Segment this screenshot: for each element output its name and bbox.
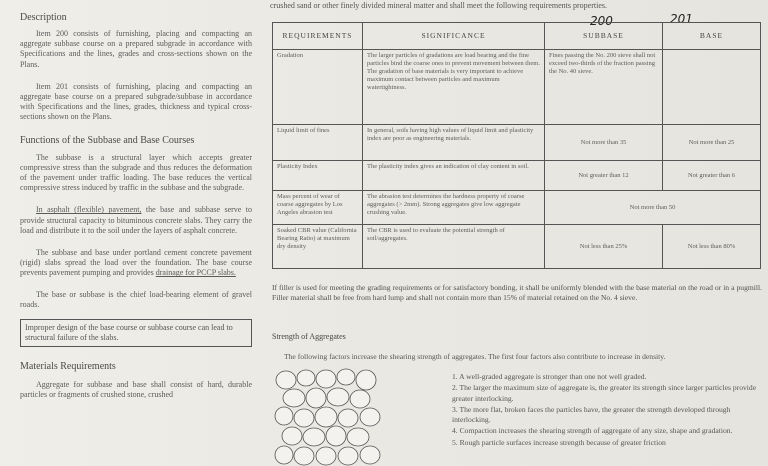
- filler-note: If filler is used for meeting the grading requirements or for satisfactory bonding, it shall be uniformly blended with the base material on the road or in a pugmill. Filler material shall be free from hard lump and shall not contain more than 15% of material retained on the No. 4 sieve.: [272, 283, 762, 302]
- header-significance: SIGNIFICANCE: [363, 23, 545, 50]
- paragraph-structural-layer: The subbase is a structural layer which accepts greater compressive stress than the subgrade and thus reduces the deformation of the pavement under traffic loading. The base reduces the vertical compressive stress induced by traffic in the subbase and the subgrade.: [20, 152, 252, 193]
- cell-base: Not more than 25: [663, 125, 761, 161]
- boxed-warning: Improper design of the base course or subbase course can lead to structural failure of the slabs.: [20, 319, 252, 347]
- pccp-main-text: The subbase and base under portland cement concrete pavement (rigid) slabs spread the load over the foundation. The base course prevents pavement pumping and provides: [20, 248, 252, 278]
- cell-requirement: Gradation: [273, 50, 363, 125]
- cell-subbase: Not less than 25%: [545, 225, 663, 269]
- cell-subbase: Not greater than 12: [545, 161, 663, 191]
- list-item: 3. The more flat, broken faces the particles have, the greater the strength developed through interlocking.: [452, 404, 731, 425]
- cell-requirement: Mass percent of wear of coarse aggregates by Los Angeles abrasion test: [273, 191, 363, 225]
- heading-materials: Materials Requirements: [20, 361, 116, 373]
- paragraph-factors: The following factors increase the shearing strength of aggregates. The first four factors also contribute to increase in density.: [284, 352, 666, 361]
- list-item: 2. The larger the maximum size of aggregate is, the greater its strength since larger particles provide greater interlocking.: [452, 383, 757, 403]
- asphalt-rest-text: the base and subbase serve to provide structural capacity to bituminous concrete slabs. They carry the load and distribute it to the soil under the layers of asphalt concrete.: [20, 205, 253, 235]
- handwritten-200: 200: [590, 14, 613, 28]
- heading-functions: Functions of the Subbase and Base Courses: [20, 134, 195, 146]
- table-row: [273, 125, 761, 161]
- cell-significance: The larger particles of gradations are load bearing and the fine particles bind the coarse ones to prevent movement between them. The gradation of base materials is very important to achieve maximum contact between particles and maximum watertightness.: [363, 50, 545, 125]
- cell-subbase: Not more than 50: [545, 191, 761, 225]
- requirements-table: [272, 22, 761, 269]
- heading-strength: Strength of Aggregates: [272, 332, 346, 341]
- left-column: [20, 8, 252, 400]
- cell-significance: In general, soils having high values of liquid limit and plasticity index are poor as engineering materials.: [363, 125, 545, 161]
- cell-subbase: Fines passing the No. 200 sieve shall not exceed two-thirds of the fraction passing the No. 40 sieve.: [545, 50, 663, 125]
- cell-subbase: Not more than 35: [545, 125, 663, 161]
- cell-base: Not less than 80%: [663, 225, 761, 269]
- cell-significance: The CBR is used to evaluate the potential strength of soil/aggregates.: [363, 225, 545, 269]
- paragraph-asphalt: [20, 205, 252, 236]
- pccp-underlined-text: drainage for PCCP slabs.: [155, 268, 236, 278]
- table-row: [273, 50, 761, 125]
- paragraph-pccp: [20, 248, 252, 279]
- list-item: 4. Compaction increases the shearing strength of aggregate of any size, shape and gradation.: [452, 426, 733, 436]
- paragraph-item-200: Item 200 consists of furnishing, placing and compacting an aggregate subbase course on a prepared subgrade in accordance with Specifications and the lines, grades and cross-sections shown on the Plans.: [20, 29, 252, 69]
- header-subbase: SUBBASE: [545, 23, 663, 50]
- asphalt-underlined-text: In asphalt (flexible) pavement,: [36, 205, 142, 215]
- header-base: BASE: [663, 23, 761, 50]
- intro-text: crushed sand or other finely divided mineral matter and shall meet the following requirements properties.: [270, 1, 608, 10]
- table-header-row: [273, 23, 761, 50]
- paragraph-gravel-roads: The base or subbase is the chief load-bearing element of gravel roads.: [20, 289, 252, 309]
- table-row: [273, 161, 761, 191]
- list-item: 1. A well-graded aggregate is stronger than one not well graded.: [452, 372, 647, 381]
- cell-base: [663, 50, 761, 125]
- table-row: [273, 225, 761, 269]
- cell-significance: The plasticity index gives an indication of clay content in soil.: [363, 161, 545, 191]
- table-row: [273, 191, 761, 225]
- heading-description: Description: [20, 12, 67, 23]
- list-item: 5. Rough particle surfaces increase strength because of greater friction: [452, 437, 666, 447]
- aggregate-particles-illustration: [274, 368, 384, 466]
- cell-base: Not greater than 6: [663, 161, 761, 191]
- cell-requirement: Soaked CBR value (California Bearing Ratio) at maximum dry density: [273, 225, 363, 269]
- handwritten-201: 201: [670, 12, 693, 26]
- paragraph-materials: Aggregate for subbase and base shall consist of hard, durable particles or fragments of crushed stone, crushed: [20, 380, 252, 400]
- cell-requirement: Plasticity Index: [273, 161, 363, 191]
- factors-list: [452, 372, 762, 449]
- cell-requirement: Liquid limit of fines: [273, 125, 363, 161]
- paragraph-item-201: Item 201 consists of furnishing, placing and compacting an aggregate base course on a prepared subgrade/subbase in accordance with Specifications and the lines, grades, thickness and typical cross-sections shown on the Plans.: [20, 81, 252, 122]
- header-requirements: REQUIREMENTS: [273, 23, 363, 50]
- cell-significance: The abrasion test determines the hardness property of coarse aggregates (> 2mm). Strong aggregates give low aggregate crushing value.: [363, 191, 545, 225]
